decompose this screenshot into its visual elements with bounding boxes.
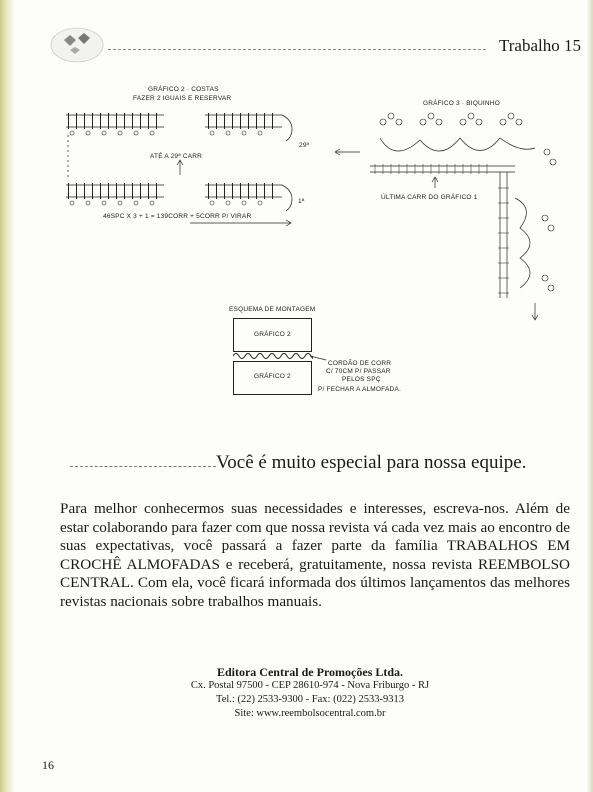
- page-number: 16: [42, 758, 54, 772]
- body-highlight-magazine: TRABALHOS EM CROCHÊ ALMOFADAS: [60, 537, 570, 573]
- grafico2-subtitle: FAZER 2 IGUAIS E RESERVAR: [133, 95, 232, 102]
- body-part-2: e receberá, gratuitamente, nossa revista: [219, 555, 479, 573]
- company-name: Editora Central de Promoções Ltda.: [216, 665, 404, 679]
- page-edge-right: [587, 0, 593, 792]
- contact-block: [130, 665, 490, 721]
- grafico2-title: GRÁFICO 2 · COSTAS: [148, 86, 219, 93]
- montagem-box-bottom: [233, 361, 312, 395]
- grafico2-mid-note: ATÉ A 29ª CARR: [150, 153, 203, 160]
- page-edge-left: [0, 0, 14, 792]
- grafico2-chart: [60, 105, 310, 230]
- body-part-1: Para melhor conhecermos suas necessidades e interesses, escreva-nos. Além de estar colaborando para fazer com que nossa revista vá cada vez mais ao encontro de suas expectativas, você passará a fazer parte da família: [60, 500, 570, 554]
- cord-note-4: P/ FECHAR A ALMOFADA.: [318, 386, 401, 393]
- tagline: Você é muito especial para nossa equipe.: [216, 452, 527, 473]
- flower-logo-icon: [50, 26, 104, 64]
- grafico2-row-29: 29ª: [299, 142, 310, 149]
- body-highlight-reembolso: REEMBOLSO CENTRAL: [60, 555, 570, 591]
- phone-fax: Tel.: (22) 2533-9300 - Fax: (022) 2533-9313: [216, 694, 404, 705]
- grafico3-title: GRÁFICO 3 · BIQUINHO: [423, 100, 500, 107]
- grafico2-bottom-note: 46SPC X 3 + 1 = 139CORR + 5CORR P/ VIRAR: [103, 213, 252, 220]
- body-paragraph: [60, 500, 570, 611]
- header-rule: [108, 49, 486, 50]
- montagem-box-bottom-label: GRÁFICO 2: [254, 373, 291, 380]
- montagem-box-top: [233, 318, 312, 352]
- montagem-title: ESQUEMA DE MONTAGEM: [229, 306, 316, 313]
- grafico3-chart: [335, 108, 567, 323]
- body-part-3: . Com ela, você ficará informada dos últimos lançamentos das melhores revistas nacionais sobre trabalhos manuais.: [60, 574, 570, 610]
- cord-note-2: C/ 70CM P/ PASSAR: [326, 368, 391, 375]
- website-text: Site: www.reembolsocentral.com.br: [234, 708, 386, 719]
- cord-note-1: CORDÃO DE CORR: [328, 360, 392, 367]
- cord-note-3: PELOS SPÇ: [342, 376, 381, 383]
- pointer-line: [310, 350, 328, 364]
- montagem-box-top-label: GRÁFICO 2: [254, 331, 291, 338]
- tagline-rule: [70, 466, 216, 467]
- grafico2-row-1: 1ª: [298, 198, 305, 205]
- grafico3-note: ÚLTIMA CARR DO GRÁFICO 1: [381, 194, 478, 201]
- postal-address: Cx. Postal 97500 - CEP 28610-974 - Nova Friburgo - RJ: [190, 680, 430, 691]
- page-title: Trabalho 15: [498, 36, 581, 55]
